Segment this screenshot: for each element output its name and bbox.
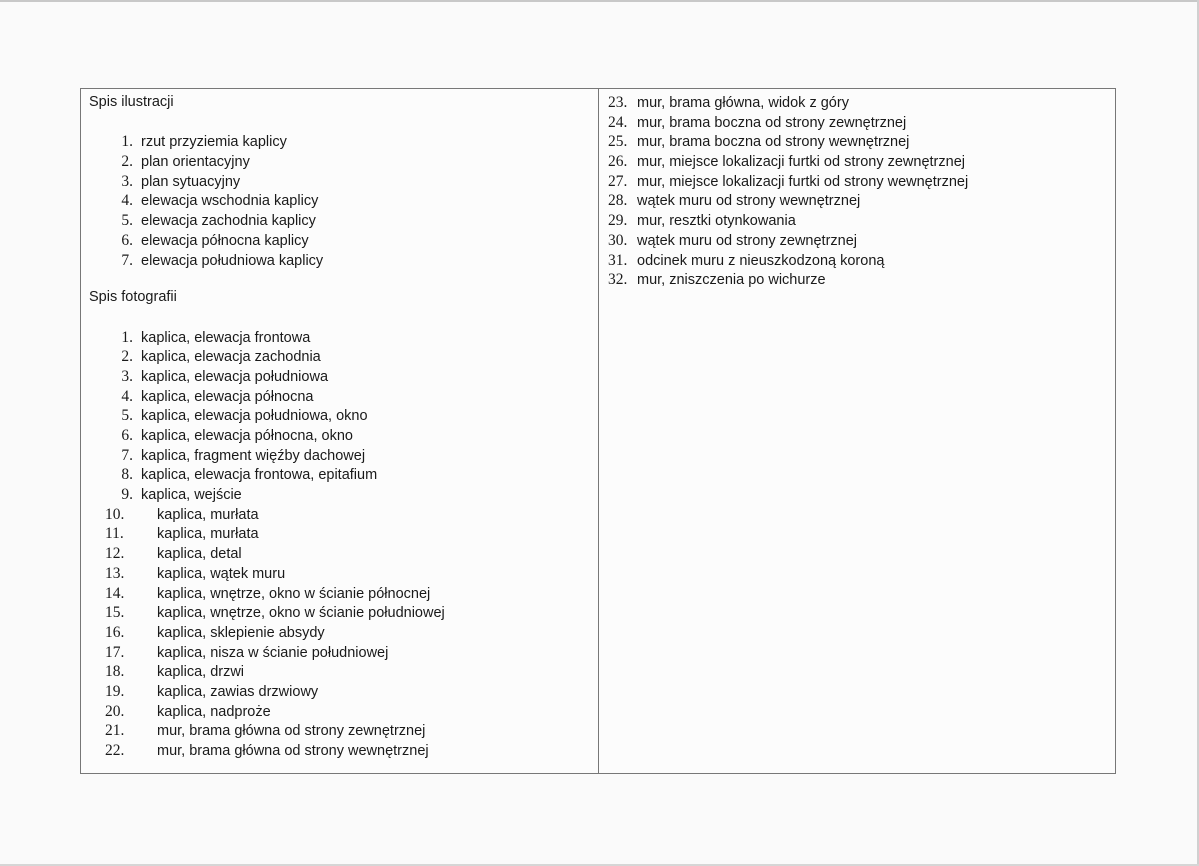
photo-item (89, 623, 589, 643)
illustration-item (89, 211, 589, 231)
item-text: kaplica, elewacja frontowa (141, 329, 311, 346)
item-text: mur, resztki otynkowania (637, 213, 796, 230)
item-number: 11. (105, 525, 124, 543)
item-number: 31. (608, 251, 628, 269)
photo-item (89, 446, 589, 466)
contents-table (80, 88, 1116, 774)
item-text: kaplica, wątek muru (157, 565, 286, 582)
illustration-item (89, 191, 589, 211)
item-number: 9. (121, 486, 133, 504)
photo-item (89, 367, 589, 387)
item-text: kaplica, murłata (157, 506, 259, 523)
photo-item (89, 524, 589, 544)
photo-item (89, 426, 589, 446)
item-text: mur, miejsce lokalizacji furtki od strony wewnętrznej (637, 173, 969, 190)
photo-item (89, 721, 589, 741)
item-number: 1. (121, 133, 133, 151)
item-text: kaplica, nadproże (157, 703, 271, 720)
item-number: 5. (121, 212, 133, 230)
photo-item (608, 211, 1108, 231)
item-number: 7. (121, 251, 133, 269)
photo-item (89, 702, 589, 722)
illustrations-list (89, 132, 589, 270)
item-text: kaplica, wnętrze, okno w ścianie południowej (157, 605, 445, 622)
item-text: odcinek muru z nieuszkodzoną koroną (637, 252, 885, 269)
illustration-item (89, 132, 589, 152)
item-number: 22. (105, 742, 125, 759)
photo-item (608, 270, 1108, 290)
item-text: rzut przyziemia kaplicy (141, 134, 287, 151)
photos-heading: Spis fotografii (89, 289, 177, 306)
item-text: kaplica, fragment więźby dachowej (141, 447, 366, 464)
item-number: 26. (608, 153, 628, 171)
item-text: plan sytuacyjny (141, 173, 241, 190)
item-text: elewacja południowa kaplicy (141, 252, 324, 269)
page-edge (0, 0, 1199, 2)
photo-item (89, 643, 589, 663)
photo-item (89, 544, 589, 564)
item-number: 32. (608, 271, 628, 289)
item-text: kaplica, wnętrze, okno w ścianie północnej (157, 585, 431, 602)
item-number: 23. (608, 94, 628, 111)
item-number: 25. (608, 133, 628, 151)
illustration-item (89, 152, 589, 172)
item-text: kaplica, sklepienie absydy (157, 624, 325, 641)
left-column (89, 93, 589, 761)
item-number: 17. (105, 643, 125, 661)
photos-list-left (89, 328, 589, 761)
photo-item (608, 113, 1108, 133)
item-number: 16. (105, 623, 125, 641)
item-text: wątek muru od strony zewnętrznej (637, 232, 858, 249)
item-text: kaplica, zawias drzwiowy (157, 683, 319, 700)
item-number: 2. (121, 153, 133, 171)
item-text: mur, brama główna od strony zewnętrznej (157, 723, 426, 740)
item-text: kaplica, elewacja południowa (141, 368, 329, 385)
photos-list-right (608, 93, 1108, 290)
item-text: mur, zniszczenia po wichurze (637, 272, 826, 289)
photo-item (89, 387, 589, 407)
item-number: 13. (105, 564, 125, 582)
item-text: kaplica, elewacja północna, okno (141, 428, 353, 444)
item-text: kaplica, detal (157, 546, 242, 563)
item-number: 12. (105, 545, 125, 563)
item-number: 21. (105, 722, 125, 740)
item-text: mur, brama główna, widok z góry (637, 95, 849, 111)
item-number: 5. (121, 407, 133, 425)
photo-item (608, 172, 1108, 192)
item-number: 10. (105, 505, 125, 523)
photo-item (89, 741, 589, 761)
item-number: 15. (105, 604, 125, 622)
item-number: 20. (105, 702, 125, 720)
photo-item (608, 152, 1108, 172)
item-text: mur, miejsce lokalizacji furtki od strony zewnętrznej (637, 154, 965, 171)
illustration-item (89, 251, 589, 271)
item-number: 14. (105, 584, 125, 602)
item-number: 28. (608, 192, 628, 210)
photo-item (608, 191, 1108, 211)
item-number: 4. (121, 387, 133, 405)
photo-item (89, 328, 589, 348)
photo-item (89, 603, 589, 623)
photo-item (89, 347, 589, 367)
item-text: plan orientacyjny (141, 154, 250, 171)
item-number: 6. (121, 427, 133, 444)
item-text: elewacja zachodnia kaplicy (141, 213, 316, 230)
illustration-item (89, 231, 589, 251)
item-number: 1. (121, 328, 133, 346)
column-divider (598, 89, 599, 773)
item-number: 24. (608, 113, 628, 131)
item-text: mur, brama główna od strony wewnętrznej (157, 743, 429, 759)
item-text: mur, brama boczna od strony zewnętrznej (637, 114, 907, 131)
item-number: 4. (121, 192, 133, 210)
item-number: 2. (121, 348, 133, 366)
item-text: kaplica, drzwi (157, 664, 245, 681)
item-text: kaplica, elewacja frontowa, epitafium (141, 467, 378, 484)
photo-item (89, 584, 589, 604)
item-text: wątek muru od strony wewnętrznej (637, 193, 861, 210)
photo-item (89, 406, 589, 426)
item-text: kaplica, elewacja południowa, okno (141, 408, 368, 425)
photo-item (89, 662, 589, 682)
item-number: 7. (121, 446, 133, 464)
photo-item (608, 231, 1108, 251)
right-column (608, 93, 1108, 290)
photo-item (89, 465, 589, 485)
item-text: kaplica, murłata (157, 526, 259, 543)
photo-item (89, 505, 589, 525)
item-number: 8. (121, 466, 133, 484)
item-text: elewacja północna kaplicy (141, 232, 309, 249)
item-text: elewacja wschodnia kaplicy (141, 193, 319, 210)
item-text: kaplica, elewacja zachodnia (141, 349, 321, 366)
item-number: 3. (121, 172, 133, 190)
photo-item (608, 132, 1108, 152)
item-text: kaplica, nisza w ścianie południowej (157, 644, 389, 661)
illustration-item (89, 172, 589, 192)
item-number: 3. (121, 367, 133, 385)
item-text: kaplica, elewacja północna (141, 388, 314, 405)
item-text: mur, brama boczna od strony wewnętrznej (637, 134, 910, 151)
item-text: kaplica, wejście (141, 487, 242, 504)
photo-item (608, 93, 1108, 113)
item-number: 27. (608, 172, 628, 190)
photo-item (89, 485, 589, 505)
item-number: 19. (105, 682, 125, 700)
item-number: 30. (608, 231, 628, 249)
illustrations-heading: Spis ilustracji (89, 94, 174, 110)
photo-item (89, 564, 589, 584)
item-number: 6. (121, 231, 133, 249)
item-number: 29. (608, 212, 628, 230)
item-number: 18. (105, 663, 125, 681)
photo-item (608, 251, 1108, 271)
photo-item (89, 682, 589, 702)
